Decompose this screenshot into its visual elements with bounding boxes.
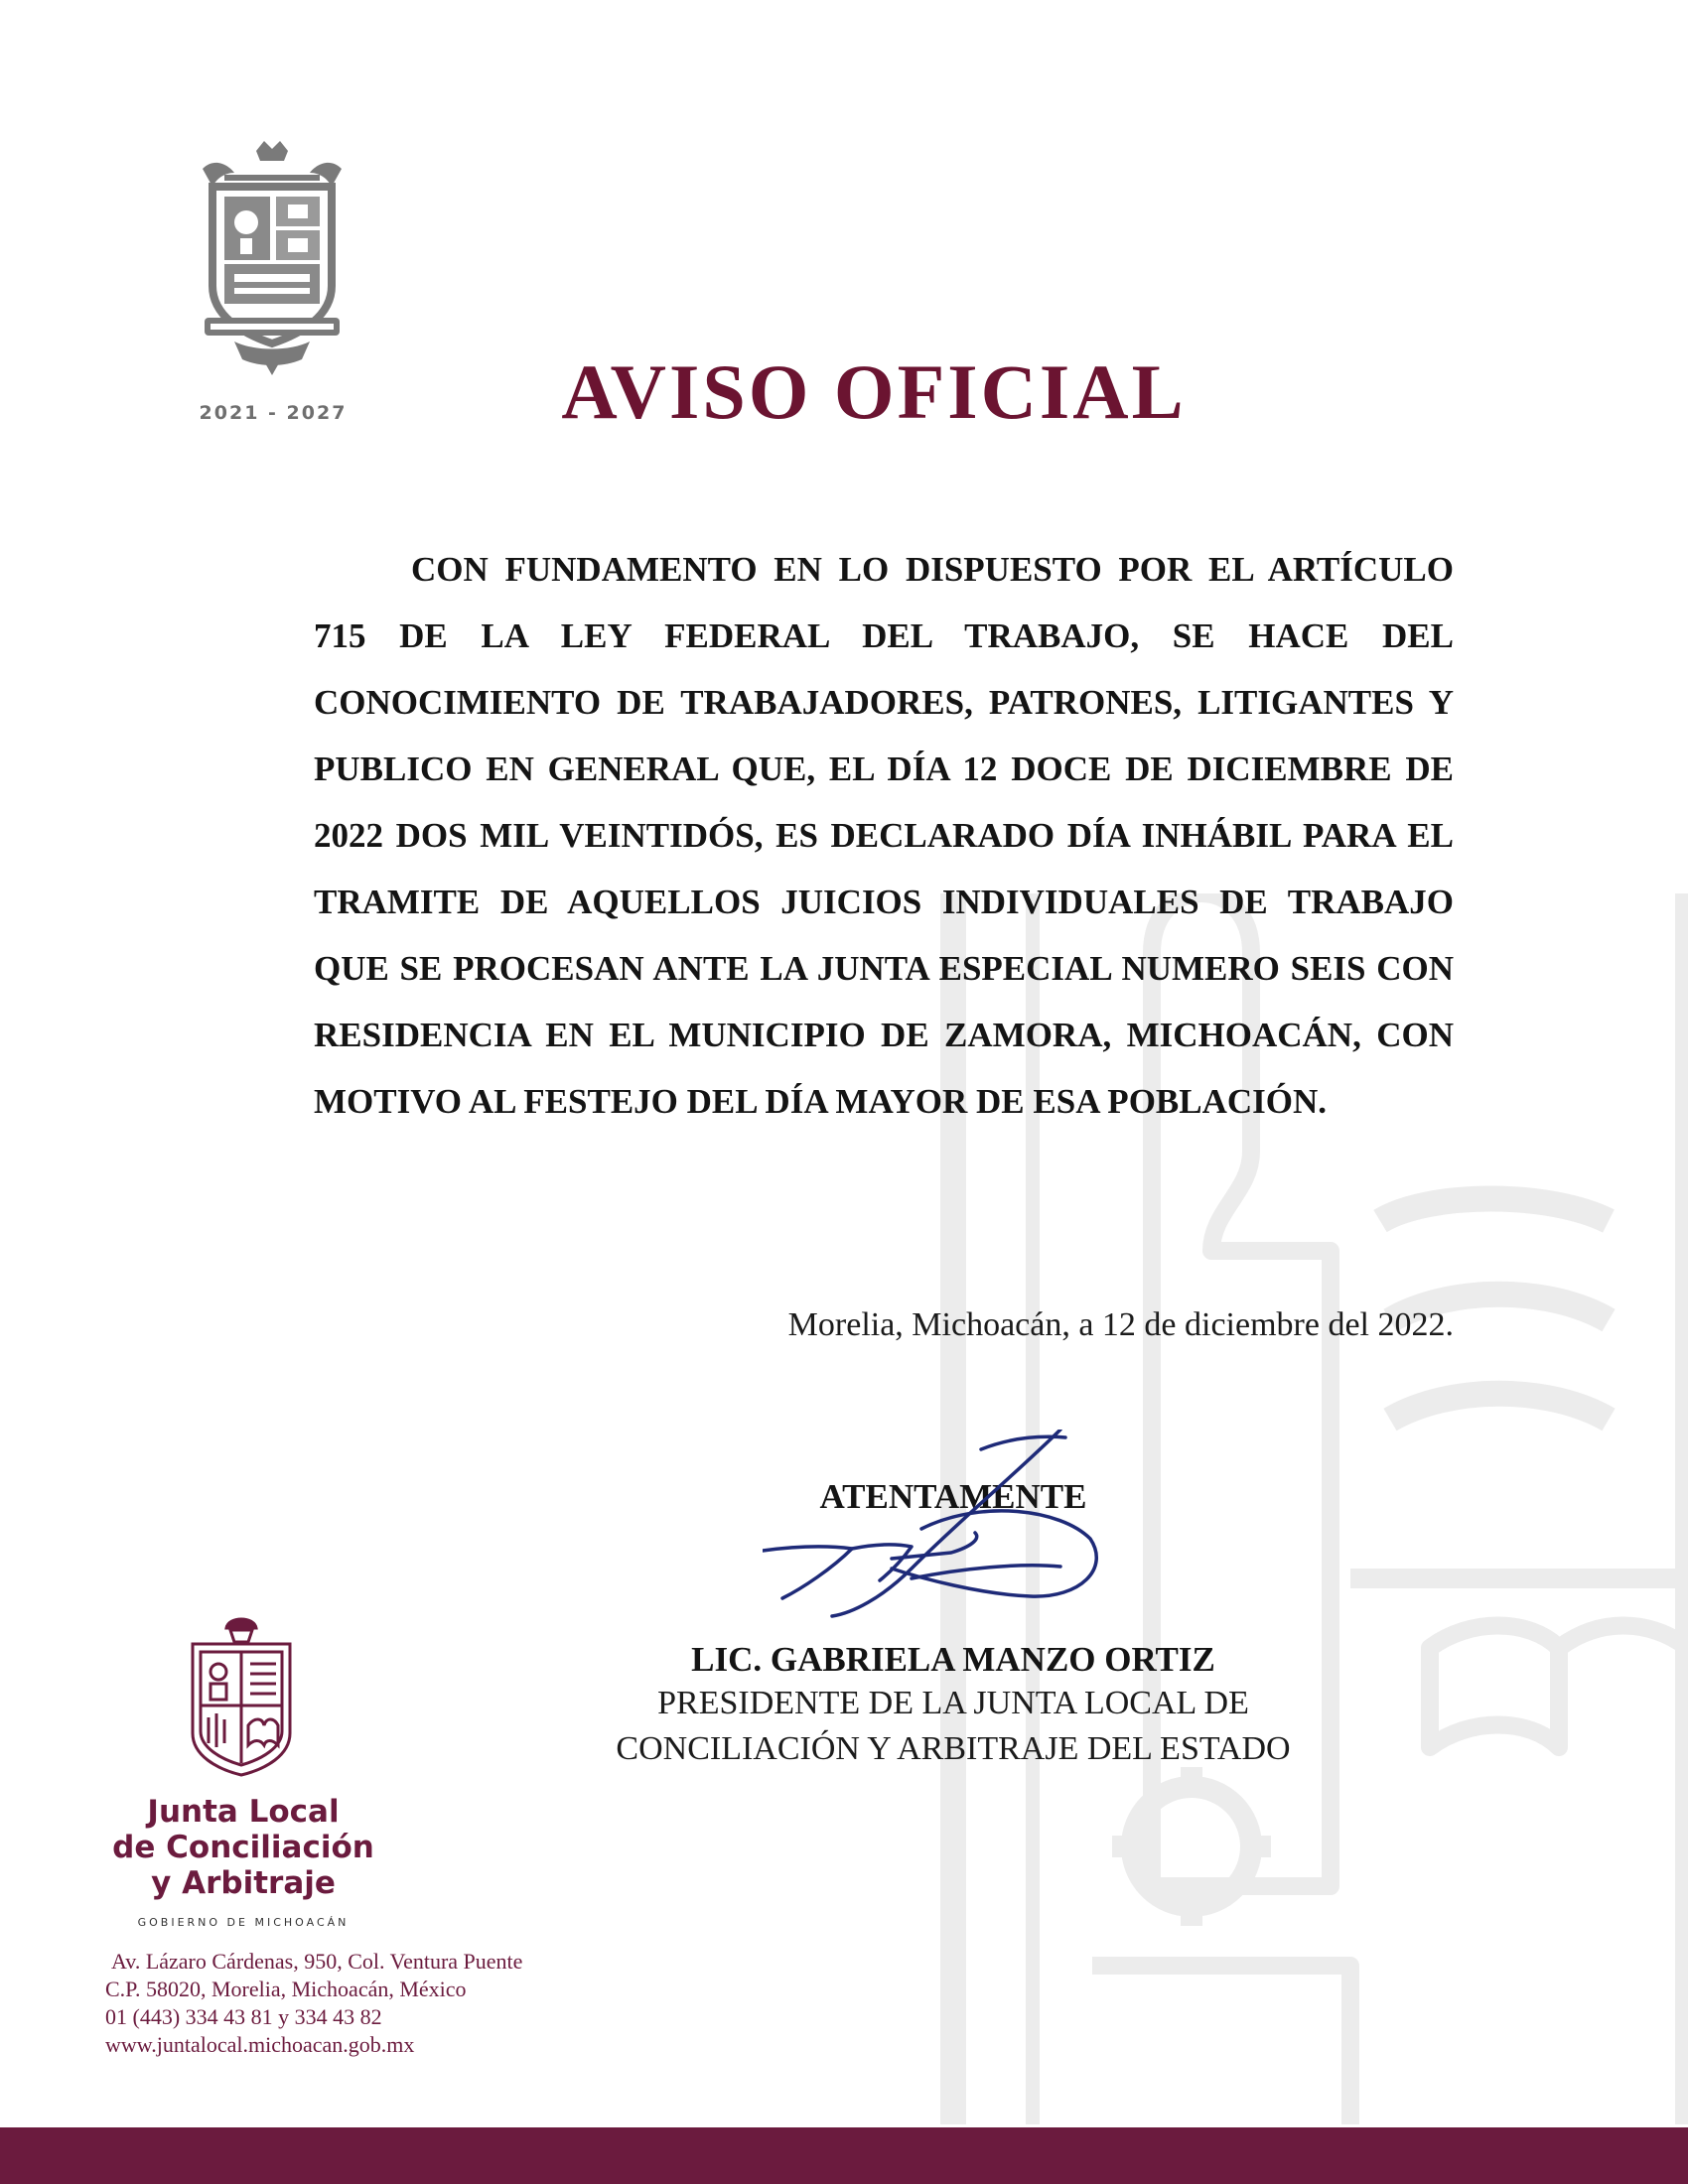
closing-phrase: ATENTAMENTE: [819, 1477, 1087, 1516]
board-name-line-3: y Arbitraje: [151, 1865, 336, 1901]
address-line: Av. Lázaro Cárdenas, 950, Col. Ventura Puente: [111, 1949, 523, 1974]
website-link[interactable]: www.juntalocal.michoacan.gob.mx: [105, 2032, 415, 2057]
signer-role-line-1: PRESIDENTE DE LA JUNTA LOCAL DE: [657, 1685, 1249, 1721]
notice-body: CON FUNDAMENTO EN LO DISPUESTO POR EL ARTÍCULO 715 DE LA LEY FEDERAL DEL TRABAJO, SE HACE DEL CONOCIMIENTO DE TRABAJADORES, PATRONES, LITIGANTES Y PUBLICO EN GENERAL QUE, EL DÍA 12 DOCE DE DICIEMBRE DE 2022 DOS MIL VEINTIDÓS, ES DECLARADO DÍA INHÁBIL PARA EL TRAMITE DE AQUELLOS JUICIOS INDIVIDUALES DE TRABAJO QUE SE PROCESAN ANTE LA JUNTA ESPECIAL NUMERO SEIS CON RESIDENCIA EN EL MUNICIPIO DE ZAMORA, MICHOACÁN, CON MOTIVO AL FESTEJO DEL DÍA MAYOR DE ESA POBLACIÓN.: [314, 550, 1454, 1121]
signer-role-line-2: CONCILIACIÓN Y ARBITRAJE DEL ESTADO: [616, 1730, 1291, 1767]
address-line: C.P. 58020, Morelia, Michoacán, México: [105, 1977, 467, 2001]
government-label: GOBIERNO DE MICHOACÁN: [137, 1916, 350, 1929]
footer-color-bar: [0, 2127, 1688, 2184]
place-and-date: Morelia, Michoacán, a 12 de diciembre del 2022.: [787, 1306, 1454, 1343]
board-name-line-2: de Conciliación: [112, 1830, 374, 1865]
signer-name: LIC. GABRIELA MANZO ORTIZ: [691, 1640, 1215, 1679]
term-years: 2021 - 2027: [199, 402, 348, 424]
page-title: AVISO OFICIAL: [561, 348, 1187, 435]
board-name-line-1: Junta Local: [147, 1794, 340, 1830]
board-coat-of-arms-icon: [189, 1614, 294, 1777]
handwritten-signature: [763, 1430, 1140, 1618]
phone-line: 01 (443) 334 43 81 y 334 43 82: [105, 2004, 382, 2029]
michoacan-coat-of-arms-icon: [195, 139, 350, 377]
